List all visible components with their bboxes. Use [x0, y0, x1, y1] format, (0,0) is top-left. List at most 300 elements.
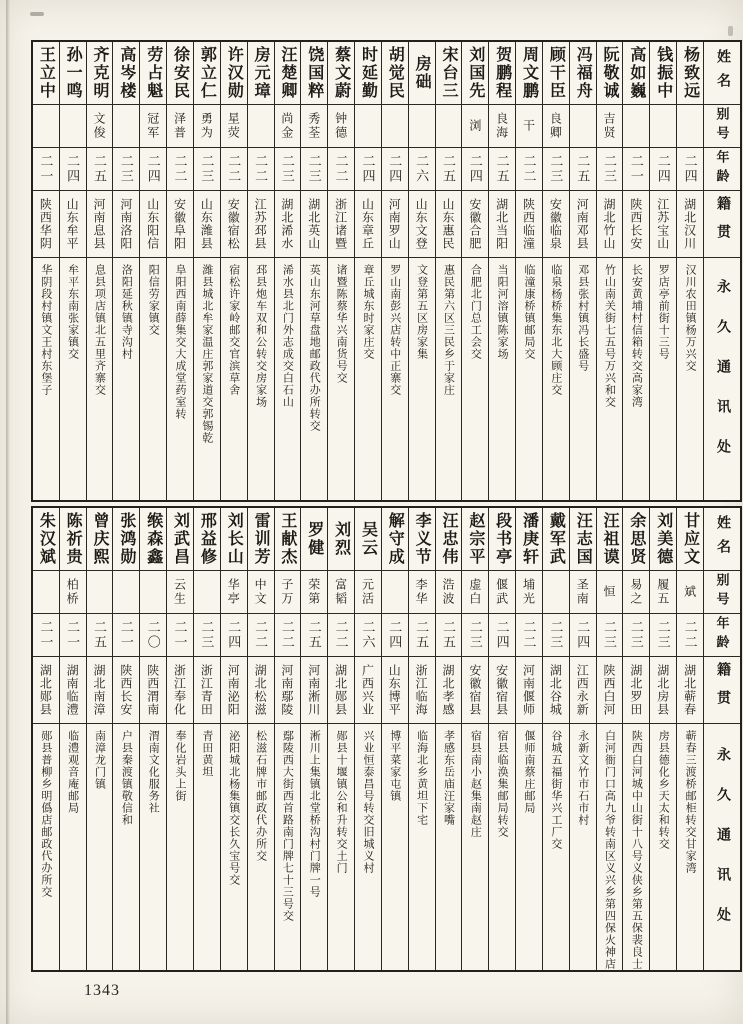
entry-native: 山东牟平	[60, 191, 86, 258]
entry-age: 二四	[489, 614, 515, 657]
entry-column	[622, 42, 649, 500]
entry-address: 奉化岩头上街	[174, 730, 187, 802]
header-native: 籍贯	[704, 191, 740, 258]
entry-age: 二五	[436, 148, 462, 191]
entry-name: 陈祈贵	[60, 508, 86, 571]
entry-native: 广西兴业	[355, 657, 381, 724]
entry-address: 章丘城东时家庄交	[361, 264, 374, 360]
entry-name: 朱汉斌	[33, 508, 59, 571]
entry-name: 刘美德	[650, 508, 676, 571]
entry-byname: 泽普	[167, 105, 193, 148]
entry-byname	[33, 571, 59, 614]
entry-column	[649, 42, 676, 500]
entry-address: 罗店亭前街十三号	[657, 264, 670, 360]
entry-name: 顾干臣	[543, 42, 569, 105]
entry-age: 二〇	[140, 614, 166, 657]
entry-age: 二四	[140, 148, 166, 191]
entry-address: 郧县普柳乡明僞店邮政代办所交	[39, 730, 52, 898]
entry-column	[327, 42, 354, 500]
entry-native: 河南偃师	[516, 657, 542, 724]
entry-column	[139, 42, 166, 500]
entry-age: 二二	[221, 148, 247, 191]
entry-column	[274, 508, 301, 970]
entry-age: 二二	[328, 614, 354, 657]
entry-address: 文登第五区房家集	[415, 264, 428, 360]
entry-address: 罗山南彭兴店转中正寨交	[388, 264, 401, 396]
entry-name: 刘长山	[221, 508, 247, 571]
entry-address: 临澧观音庵邮局	[66, 730, 79, 814]
entry-column	[676, 508, 703, 970]
entry-column	[220, 42, 247, 500]
entry-name: 钱振中	[650, 42, 676, 105]
entry-age: 二二	[248, 614, 274, 657]
entry-name: 刘国先	[462, 42, 488, 105]
entry-byname: 良卿	[543, 105, 569, 148]
entry-address: 博平菜家屯镇	[388, 730, 401, 802]
entry-column	[381, 508, 408, 970]
entry-native: 陕西长安	[113, 657, 139, 724]
entry-address: 泌阳城北杨集镇交长久宝号交	[227, 730, 240, 886]
entry-name: 杨致远	[677, 42, 703, 105]
entry-age: 二一	[623, 148, 649, 191]
entry-byname	[382, 571, 408, 614]
entry-byname: 冠军	[140, 105, 166, 148]
entry-byname	[570, 105, 596, 148]
entry-name: 蔡文蔚	[328, 42, 354, 105]
entry-native: 山东博平	[382, 657, 408, 724]
entry-column	[461, 508, 488, 970]
entry-age: 二三	[623, 614, 649, 657]
entry-name: 王献杰	[275, 508, 301, 571]
entry-address: 郧县十堰镇公和升转交土门	[335, 730, 348, 874]
entry-column	[542, 42, 569, 500]
entry-address: 洛阳延秋镇寺沟村	[120, 264, 133, 360]
entry-column	[676, 42, 703, 500]
entry-age: 二四	[677, 148, 703, 191]
entry-column	[139, 508, 166, 970]
entry-byname	[113, 105, 139, 148]
entry-age: 二三	[597, 148, 623, 191]
entry-byname: 柏桥	[60, 571, 86, 614]
entry-name: 冯福舟	[570, 42, 596, 105]
entry-age: 二五	[301, 614, 327, 657]
entry-age: 二一	[33, 148, 59, 191]
entry-age: 二三	[194, 148, 220, 191]
entry-name: 汪志国	[570, 508, 596, 571]
entry-byname	[113, 571, 139, 614]
entry-address: 临泉杨桥集东北大顾庄交	[549, 264, 562, 396]
header-native: 籍贯	[704, 657, 740, 724]
entry-age: 二五	[409, 614, 435, 657]
entry-name: 贺鹏程	[489, 42, 515, 105]
entry-age: 二三	[462, 614, 488, 657]
entry-byname: 偃武	[489, 571, 515, 614]
entry-byname: 干	[516, 105, 542, 148]
entry-native: 湖北谷城	[543, 657, 569, 724]
entry-name: 汪忠伟	[436, 508, 462, 571]
entry-address: 潍县城北牟家温庄郭家道交郭锡乾	[200, 264, 213, 444]
entry-name: 阮敬诚	[597, 42, 623, 105]
entry-age: 二四	[221, 614, 247, 657]
entry-name: 王立中	[33, 42, 59, 105]
entry-native: 山东文登	[409, 191, 435, 258]
entry-byname: 李华	[409, 571, 435, 614]
entry-native: 安徽宿松	[221, 191, 247, 258]
entry-name: 刘烈	[328, 508, 354, 571]
entry-name: 汪祖谟	[597, 508, 623, 571]
entry-native: 安徽宿县	[489, 657, 515, 724]
entry-age: 二三	[543, 148, 569, 191]
entry-native: 山东潍县	[194, 191, 220, 258]
entry-age: 二五	[436, 614, 462, 657]
entry-name: 房础	[409, 42, 435, 105]
entry-address: 宿县南小赵集南赵庄	[469, 730, 482, 838]
entry-native: 湖北汉川	[677, 191, 703, 258]
entry-byname	[248, 105, 274, 148]
entry-column	[33, 42, 59, 500]
page-number: 1343	[84, 982, 120, 999]
entry-byname	[87, 571, 113, 614]
entry-native: 河南泌阳	[221, 657, 247, 724]
entry-native: 山东阳信	[140, 191, 166, 258]
entry-age: 二二	[516, 148, 542, 191]
entry-native: 湖北郧县	[33, 657, 59, 724]
header-age: 年龄	[704, 614, 740, 657]
header-address: 永久通讯处	[715, 747, 730, 947]
entry-address: 合肥北门总工会交	[469, 264, 482, 360]
entry-name: 劳占魁	[140, 42, 166, 105]
entry-native: 安徽合肥	[462, 191, 488, 258]
entry-column	[461, 42, 488, 500]
header-byname: 别号	[704, 105, 740, 148]
entry-age: 二三	[543, 614, 569, 657]
entry-column	[327, 508, 354, 970]
entry-age: 二五	[570, 148, 596, 191]
entry-byname: 埔光	[516, 571, 542, 614]
entry-native: 浙江青田	[194, 657, 220, 724]
entry-native: 安徽阜阳	[167, 191, 193, 258]
entry-native: 湖北罗田	[623, 657, 649, 724]
entry-column	[515, 508, 542, 970]
entry-native: 湖北孝感	[436, 657, 462, 724]
header-age: 年龄	[704, 148, 740, 191]
entry-name: 缑森鑫	[140, 508, 166, 571]
entry-native: 河南罗山	[382, 191, 408, 258]
entry-byname	[60, 105, 86, 148]
entry-column	[300, 42, 327, 500]
entry-native: 陕西渭南	[140, 657, 166, 724]
entry-native: 陕西临潼	[516, 191, 542, 258]
entry-native: 浙江临海	[409, 657, 435, 724]
entry-name: 房元璋	[248, 42, 274, 105]
header-name: 姓名	[704, 508, 740, 571]
entry-native: 陕西白河	[597, 657, 623, 724]
entry-name: 解守成	[382, 508, 408, 571]
entry-age: 二二	[328, 148, 354, 191]
entry-native: 浙江诸暨	[328, 191, 354, 258]
entry-byname: 浩波	[436, 571, 462, 614]
entry-name: 刘武昌	[167, 508, 193, 571]
entry-name: 郭立仁	[194, 42, 220, 105]
entry-native: 江苏邳县	[248, 191, 274, 258]
entry-age: 二一	[167, 614, 193, 657]
entry-name: 罗健	[301, 508, 327, 571]
entry-column	[193, 508, 220, 970]
entry-age: 二一	[60, 614, 86, 657]
entry-age: 二四	[570, 614, 596, 657]
entry-address: 青田黄坦	[200, 730, 213, 778]
entry-name: 邢益修	[194, 508, 220, 571]
entry-native: 河南息县	[87, 191, 113, 258]
entry-age: 二三	[650, 614, 676, 657]
entry-address: 邳县炮车双和公转交房家场	[254, 264, 267, 408]
entry-name: 戴军武	[543, 508, 569, 571]
entry-native: 安徽临泉	[543, 191, 569, 258]
entry-column	[622, 508, 649, 970]
entry-column	[435, 508, 462, 970]
entry-address: 松滋石牌市邮政代办所交	[254, 730, 267, 862]
entry-column	[542, 508, 569, 970]
entry-address: 浠水县北门外志成交白石山	[281, 264, 294, 408]
entry-address: 宿松许家岭邮交官滨草舍	[227, 264, 240, 396]
entry-column	[112, 42, 139, 500]
entry-native: 湖南临澧	[60, 657, 86, 724]
entry-age: 二三	[597, 614, 623, 657]
entry-byname: 元活	[355, 571, 381, 614]
entry-column	[408, 508, 435, 970]
entry-name: 甘应文	[677, 508, 703, 571]
entry-address: 谷城五福街华兴工厂交	[549, 730, 562, 850]
entry-byname: 华亭	[221, 571, 247, 614]
entry-address: 永新文竹市石市村	[576, 730, 589, 826]
entry-byname: 勇为	[194, 105, 220, 148]
entry-name: 许汉勋	[221, 42, 247, 105]
entry-address: 惠民第六区三民乡于家庄	[442, 264, 455, 396]
entry-column	[381, 42, 408, 500]
scan-artifact	[728, 26, 733, 36]
entry-age: 二五	[87, 148, 113, 191]
entry-address: 当阳河溶镇陈家场	[496, 264, 509, 360]
entry-age: 二四	[355, 148, 381, 191]
entry-column	[488, 508, 515, 970]
entry-column	[354, 42, 381, 500]
scan-artifact	[30, 12, 44, 16]
header-byname: 别号	[704, 571, 740, 614]
entry-name: 段书亭	[489, 508, 515, 571]
entry-name: 汪楚卿	[275, 42, 301, 105]
entry-byname	[650, 105, 676, 148]
entry-native: 湖北蕲春	[677, 657, 703, 724]
entry-byname: 吉贤	[597, 105, 623, 148]
entry-address: 英山东河草盘地邮政代办所转交	[308, 264, 321, 432]
entry-byname: 中文	[248, 571, 274, 614]
roster-section-top	[31, 40, 742, 502]
entry-native: 安徽宿县	[462, 657, 488, 724]
entry-name: 齐克明	[87, 42, 113, 105]
entry-name: 饶国粹	[301, 42, 327, 105]
entry-name: 雷训芳	[248, 508, 274, 571]
entry-native: 山东章丘	[355, 191, 381, 258]
entry-column	[247, 42, 274, 500]
header-name: 姓名	[704, 42, 740, 105]
entry-age: 二三	[301, 148, 327, 191]
entry-address: 汉川农田镇杨万兴交	[684, 264, 697, 372]
entry-age: 二四	[650, 148, 676, 191]
entry-native: 陕西华阴	[33, 191, 59, 258]
entry-native: 湖北松滋	[248, 657, 274, 724]
entry-byname: 星荧	[221, 105, 247, 148]
entry-native: 河南鄢陵	[275, 657, 301, 724]
entry-name: 宋台三	[436, 42, 462, 105]
entry-column	[569, 42, 596, 500]
entry-native: 陕西长安	[623, 191, 649, 258]
entry-native: 湖北房县	[650, 657, 676, 724]
entry-age: 二二	[167, 148, 193, 191]
entry-column	[596, 42, 623, 500]
entry-age: 二二	[516, 614, 542, 657]
entry-address: 淅川上集镇北堂桥沟村门牌一号	[308, 730, 321, 898]
entry-byname: 浏	[462, 105, 488, 148]
entry-byname: 子万	[275, 571, 301, 614]
entry-native: 江西永新	[570, 657, 596, 724]
entry-column	[59, 42, 86, 500]
entry-column	[193, 42, 220, 500]
entry-native: 河南淅川	[301, 657, 327, 724]
entry-address: 白河衙门口高九爷转南区义兴乡第四保火神店	[603, 730, 616, 970]
entry-column	[300, 508, 327, 970]
entry-age: 二二	[275, 614, 301, 657]
entry-byname	[677, 105, 703, 148]
entry-age: 二四	[60, 148, 86, 191]
entry-address: 诸暨陈蔡华兴南货号交	[335, 264, 348, 384]
entry-address: 户县秦渡镇敬信和	[120, 730, 133, 826]
header-column	[703, 508, 740, 970]
entry-address: 兴业恒泰昌号转交旧城义村	[361, 730, 374, 874]
roster-section-bottom	[31, 506, 742, 972]
entry-name: 李义节	[409, 508, 435, 571]
entry-byname: 履五	[650, 571, 676, 614]
entry-byname: 圣南	[570, 571, 596, 614]
entry-name: 曾庆熙	[87, 508, 113, 571]
entry-byname: 良海	[489, 105, 515, 148]
entry-name: 高岑楼	[113, 42, 139, 105]
entry-name: 张鸿勋	[113, 508, 139, 571]
entry-name: 高如巍	[623, 42, 649, 105]
entry-byname	[382, 105, 408, 148]
entry-byname: 文俊	[87, 105, 113, 148]
entry-age: 二三	[113, 148, 139, 191]
entry-column	[166, 42, 193, 500]
entry-byname	[33, 105, 59, 148]
entry-address: 临海北乡黄坦下宅	[415, 730, 428, 826]
entry-byname: 富韬	[328, 571, 354, 614]
entry-address: 偃师南蔡庄邮局	[523, 730, 536, 814]
entry-byname	[194, 571, 220, 614]
entry-byname: 尚金	[275, 105, 301, 148]
entry-address: 牟平东南张家镇交	[66, 264, 79, 360]
entry-address: 陕西白河城中山街十八号义侠乡第五保裴良士	[630, 730, 643, 970]
entry-age: 二一	[113, 614, 139, 657]
entry-native: 浙江奉化	[167, 657, 193, 724]
header-address: 永久通讯处	[715, 279, 730, 479]
entry-address: 房县德化乡天太和转交	[657, 730, 670, 850]
entry-column	[112, 508, 139, 970]
entry-byname: 钟德	[328, 105, 354, 148]
entry-column	[33, 508, 59, 970]
entry-address: 阜阳西南薛集交大成堂药室转	[174, 264, 187, 420]
entry-column	[488, 42, 515, 500]
entry-address: 竹山南关街七五号万兴和交	[603, 264, 616, 408]
entry-age: 二四	[382, 148, 408, 191]
entry-native: 湖北当阳	[489, 191, 515, 258]
entry-name: 潘庚轩	[516, 508, 542, 571]
entry-address: 宿县临涣集邮局转交	[496, 730, 509, 838]
entry-age: 二一	[33, 614, 59, 657]
entry-address: 华阴段村镇文王村东堡子	[39, 264, 52, 396]
entry-byname	[140, 571, 166, 614]
entry-column	[86, 42, 113, 500]
entry-byname	[409, 105, 435, 148]
entry-native: 湖北南漳	[87, 657, 113, 724]
entry-byname: 云生	[167, 571, 193, 614]
entry-address: 南漳龙门镇	[93, 730, 106, 790]
entry-native: 湖北英山	[301, 191, 327, 258]
entry-native: 湖北浠水	[275, 191, 301, 258]
entry-byname	[543, 571, 569, 614]
entry-column	[247, 508, 274, 970]
entry-name: 周文鹏	[516, 42, 542, 105]
entry-age: 二四	[462, 148, 488, 191]
entry-byname: 斌	[677, 571, 703, 614]
entry-name: 时延勤	[355, 42, 381, 105]
entry-address: 阳信劳家镇交	[147, 264, 160, 336]
entry-name: 徐安民	[167, 42, 193, 105]
entry-byname: 虚白	[462, 571, 488, 614]
entry-byname	[623, 105, 649, 148]
entry-column	[515, 42, 542, 500]
entry-name: 孙一鸣	[60, 42, 86, 105]
entry-address: 邓县张村镇冯长盛号	[576, 264, 589, 372]
header-column	[703, 42, 740, 500]
entry-address: 长安黄埔村信箱转交高家湾	[630, 264, 643, 408]
entry-age: 二六	[355, 614, 381, 657]
entry-name: 胡觉民	[382, 42, 408, 105]
entry-byname	[436, 105, 462, 148]
entry-byname: 易之	[623, 571, 649, 614]
entry-age: 二二	[677, 614, 703, 657]
entry-address: 孝感东岳庙汪家嘴	[442, 730, 455, 826]
entry-native: 山东惠民	[436, 191, 462, 258]
entry-address: 临潼康桥镇邮局交	[523, 264, 536, 360]
entry-address: 息县项店镇北五里齐寨交	[93, 264, 106, 396]
entry-byname: 恒	[597, 571, 623, 614]
entry-native: 湖北竹山	[597, 191, 623, 258]
entry-age: 二四	[382, 614, 408, 657]
entry-age: 二六	[409, 148, 435, 191]
entry-byname: 荣第	[301, 571, 327, 614]
entry-column	[435, 42, 462, 500]
entry-age: 二五	[489, 148, 515, 191]
entry-column	[59, 508, 86, 970]
entry-native: 河南邓县	[570, 191, 596, 258]
entry-column	[408, 42, 435, 500]
entry-column	[569, 508, 596, 970]
entry-native: 河南洛阳	[113, 191, 139, 258]
entry-byname: 秀荃	[301, 105, 327, 148]
entry-column	[86, 508, 113, 970]
entry-name: 赵宗平	[462, 508, 488, 571]
entry-name: 余思贤	[623, 508, 649, 571]
